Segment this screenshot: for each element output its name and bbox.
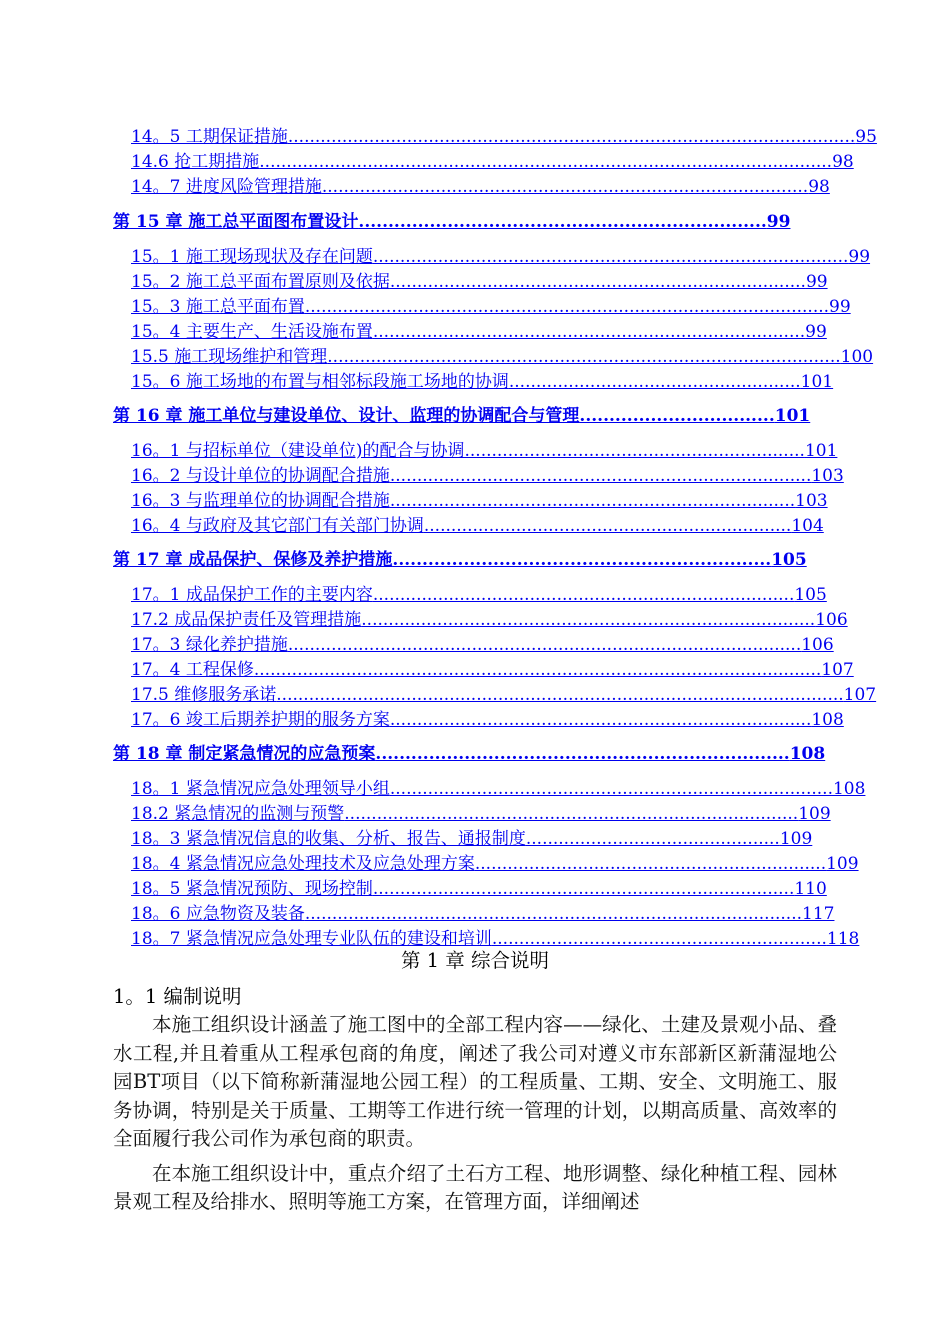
- toc-leader-dots: ..................................................................................: [389, 779, 833, 799]
- toc-page-number: 95: [855, 127, 877, 147]
- toc-leader-dots: ...........................................................................: [389, 491, 796, 511]
- toc-title: 第 15 章 施工总平面图布置设计: [113, 212, 359, 232]
- toc-section-link[interactable]: [131, 633, 834, 657]
- toc-leader-dots: .................................................................: [474, 854, 827, 874]
- toc-page-number: 101: [774, 406, 811, 426]
- toc-title: 18。6 应急物资及装备: [131, 904, 305, 924]
- toc-section-link[interactable]: [131, 175, 830, 199]
- toc-page-number: 110: [794, 879, 827, 899]
- toc-section-link[interactable]: [131, 877, 827, 901]
- toc-title: 14。5 工期保证措施: [131, 127, 288, 147]
- toc-leader-dots: ....................................................................................: [344, 804, 799, 824]
- toc-leader-dots: ................................................................: [392, 550, 772, 570]
- toc-leader-dots: ..............................................................................: [372, 585, 795, 605]
- toc-title: 14.6 抢工期措施: [131, 152, 260, 172]
- toc-leader-dots: ...............................................................: [464, 441, 805, 461]
- toc-title: 15。6 施工场地的布置与相邻标段施工场地的协调: [131, 372, 509, 392]
- toc-page-number: 105: [771, 550, 807, 570]
- toc-title: 18。4 紧急情况应急处理技术及应急处理方案: [131, 854, 475, 874]
- toc-section-link[interactable]: [131, 464, 844, 488]
- toc-title: 15。3 施工总平面布置: [131, 297, 305, 317]
- toc-leader-dots: .....................................................................: [358, 212, 767, 232]
- toc-page-number: 100: [840, 347, 874, 367]
- toc-leader-dots: ......................................................: [508, 372, 801, 392]
- toc-page-number: 117: [802, 904, 835, 924]
- toc-section-link[interactable]: [131, 345, 874, 369]
- toc-title: 16。3 与监理单位的协调配合措施: [131, 491, 390, 511]
- toc-leader-dots: ..............................................................: [491, 929, 827, 949]
- toc-leader-dots: .........................................................................................................: [287, 127, 856, 147]
- toc-title: 18。5 紧急情况预防、现场控制: [131, 879, 373, 899]
- toc-title: 17。4 工程保修: [131, 660, 254, 680]
- toc-title: 15。4 主要生产、生活设施布置: [131, 322, 373, 342]
- toc-leader-dots: ........................................................................................: [372, 247, 849, 267]
- toc-page-number: 99: [766, 212, 791, 232]
- toc-title: 18.2 紧急情况的监测与预警: [131, 804, 345, 824]
- toc-leader-dots: ...............................................................................................: [287, 635, 802, 655]
- toc-title: 17.5 维修服务承诺: [131, 685, 277, 705]
- toc-section-link[interactable]: [131, 439, 838, 463]
- toc-section-link[interactable]: [131, 295, 851, 319]
- toc-leader-dots: ...............................................................................................: [327, 347, 841, 367]
- toc-page-number: 107: [821, 660, 854, 680]
- toc-leader-dots: ................................................................................: [372, 322, 806, 342]
- toc-title: 16。1 与招标单位（建设单位)的配合与协调: [131, 441, 465, 461]
- toc-section-link[interactable]: [131, 708, 844, 732]
- toc-title: 18。3 紧急情况信息的收集、分析、报告、通报制度: [131, 829, 526, 849]
- toc-leader-dots: ..............................................................................: [372, 879, 795, 899]
- toc-leader-dots: ..........................................................................................................: [259, 152, 833, 172]
- toc-page-number: 104: [791, 516, 824, 536]
- toc-chapter-link[interactable]: [113, 548, 817, 572]
- toc-page-number: 99: [829, 297, 851, 317]
- toc-title: 第 16 章 施工单位与建设单位、设计、监理的协调配合与管理: [113, 406, 580, 426]
- toc-page-number: 103: [795, 491, 828, 511]
- toc-leader-dots: ......................................................................: [375, 744, 790, 764]
- toc-section-link[interactable]: [131, 658, 854, 682]
- toc-title: 第 17 章 成品保护、保修及养护措施: [113, 550, 393, 570]
- toc-leader-dots: .................................: [579, 406, 775, 426]
- toc-section-link[interactable]: [131, 270, 828, 294]
- toc-page-number: 109: [798, 804, 831, 824]
- toc-section-link[interactable]: [131, 852, 859, 876]
- toc-page-number: 99: [805, 272, 828, 292]
- toc-title: 15。1 施工现场现状及存在问题: [131, 247, 373, 267]
- toc-section-link[interactable]: [131, 125, 877, 149]
- toc-title: 17。6 竣工后期养护期的服务方案: [131, 710, 390, 730]
- toc-page-number: 118: [826, 929, 860, 949]
- toc-title: 17。1 成品保护工作的主要内容: [131, 585, 373, 605]
- toc-page-number: 108: [811, 710, 844, 730]
- toc-page-number: 101: [804, 441, 838, 461]
- toc-title: 16。4 与政府及其它部门有关部门协调: [131, 516, 424, 536]
- toc-leader-dots: .........................................................................................................: [276, 685, 844, 705]
- toc-section-link[interactable]: [131, 489, 828, 513]
- toc-title: 第 18 章 制定紧急情况的应急预案: [113, 744, 376, 764]
- toc-page-number: 108: [832, 779, 866, 799]
- toc-leader-dots: ...............................................: [525, 829, 780, 849]
- toc-title: 14。7 进度风险管理措施: [131, 177, 322, 197]
- toc-page-number: 103: [811, 466, 844, 486]
- toc-page-number: 98: [808, 177, 830, 197]
- toc-title: 17.2 成品保护责任及管理措施: [131, 610, 362, 630]
- toc-page-number: 106: [815, 610, 848, 630]
- toc-section-link[interactable]: [131, 777, 866, 801]
- chapter-title: 第 1 章 综合说明: [400, 949, 549, 972]
- toc-section-link[interactable]: [131, 320, 827, 344]
- body-text: [113, 1011, 837, 1217]
- toc-page-number: 109: [779, 829, 813, 849]
- toc-page-number: 108: [789, 744, 826, 764]
- toc-page-number: 106: [801, 635, 834, 655]
- toc-leader-dots: .................................................................................................: [304, 297, 830, 317]
- toc-section-link[interactable]: [131, 583, 827, 607]
- toc-section-link[interactable]: [131, 370, 834, 394]
- toc-page-number: 99: [848, 247, 871, 267]
- toc-section-link[interactable]: [131, 608, 848, 632]
- toc-title: 15.5 施工现场维护和管理: [131, 347, 328, 367]
- toc-title: 18。7 紧急情况应急处理专业队伍的建设和培训: [131, 929, 492, 949]
- paragraph-2: 在本施工组织设计中，重点介绍了土石方工程、地形调整、绿化种植工程、园林景观工程及给排水、照明等施工方案，在管理方面，详细阐述: [113, 1161, 837, 1213]
- paragraph-1: 本施工组织设计涵盖了施工图中的全部工程内容——绿化、土建及景观小品、叠水工程,并且着重从工程承包商的角度，阐述了我公司对遵义市东部新区新蒲湿地公园BT项目（以下简称新蒲湿地公园工程）的工程质量、工期、安全、文明施工、服务协调，特别是关于质量、工期等工作进行统一管理的计划，以期高质量、高效率的全面履行我公司作为承包商的职责。: [113, 1013, 837, 1150]
- toc-page-number: 101: [800, 372, 834, 392]
- toc-section-link[interactable]: [131, 902, 835, 926]
- toc-leader-dots: ..............................................................................: [389, 466, 812, 486]
- toc-section-link[interactable]: [131, 245, 871, 269]
- toc-section-link[interactable]: [131, 827, 813, 851]
- toc-page-number: 99: [805, 322, 827, 342]
- toc-leader-dots: ....................................................................................: [361, 610, 816, 630]
- toc-section-link[interactable]: [131, 150, 854, 174]
- section-heading: 1。1 编制说明: [113, 985, 242, 1008]
- toc-title: 15。2 施工总平面布置原则及依据: [131, 272, 390, 292]
- toc-leader-dots: ..........................................................................................: [321, 177, 809, 197]
- toc-leader-dots: ..............................................................................: [389, 710, 812, 730]
- toc-page-number: 105: [794, 585, 827, 605]
- toc-section-link[interactable]: [131, 802, 831, 826]
- toc-section-link[interactable]: [131, 514, 824, 538]
- toc-title: 17。3 绿化养护措施: [131, 635, 288, 655]
- toc-title: 16。2 与设计单位的协调配合措施: [131, 466, 390, 486]
- toc-leader-dots: ....................................................................: [423, 516, 792, 536]
- toc-title: 18。1 紧急情况应急处理领导小组: [131, 779, 390, 799]
- toc-chapter-link[interactable]: [113, 742, 837, 766]
- toc-leader-dots: ............................................................................................: [304, 904, 803, 924]
- toc-page-number: 107: [843, 685, 877, 705]
- toc-leader-dots: .............................................................................: [389, 272, 806, 292]
- toc-chapter-link[interactable]: [113, 404, 817, 428]
- toc-page-number: 109: [826, 854, 859, 874]
- toc-leader-dots: .........................................................................................................: [253, 660, 822, 680]
- toc-section-link[interactable]: [131, 683, 877, 707]
- toc-chapter-link[interactable]: [113, 210, 799, 234]
- toc-page-number: 98: [832, 152, 854, 172]
